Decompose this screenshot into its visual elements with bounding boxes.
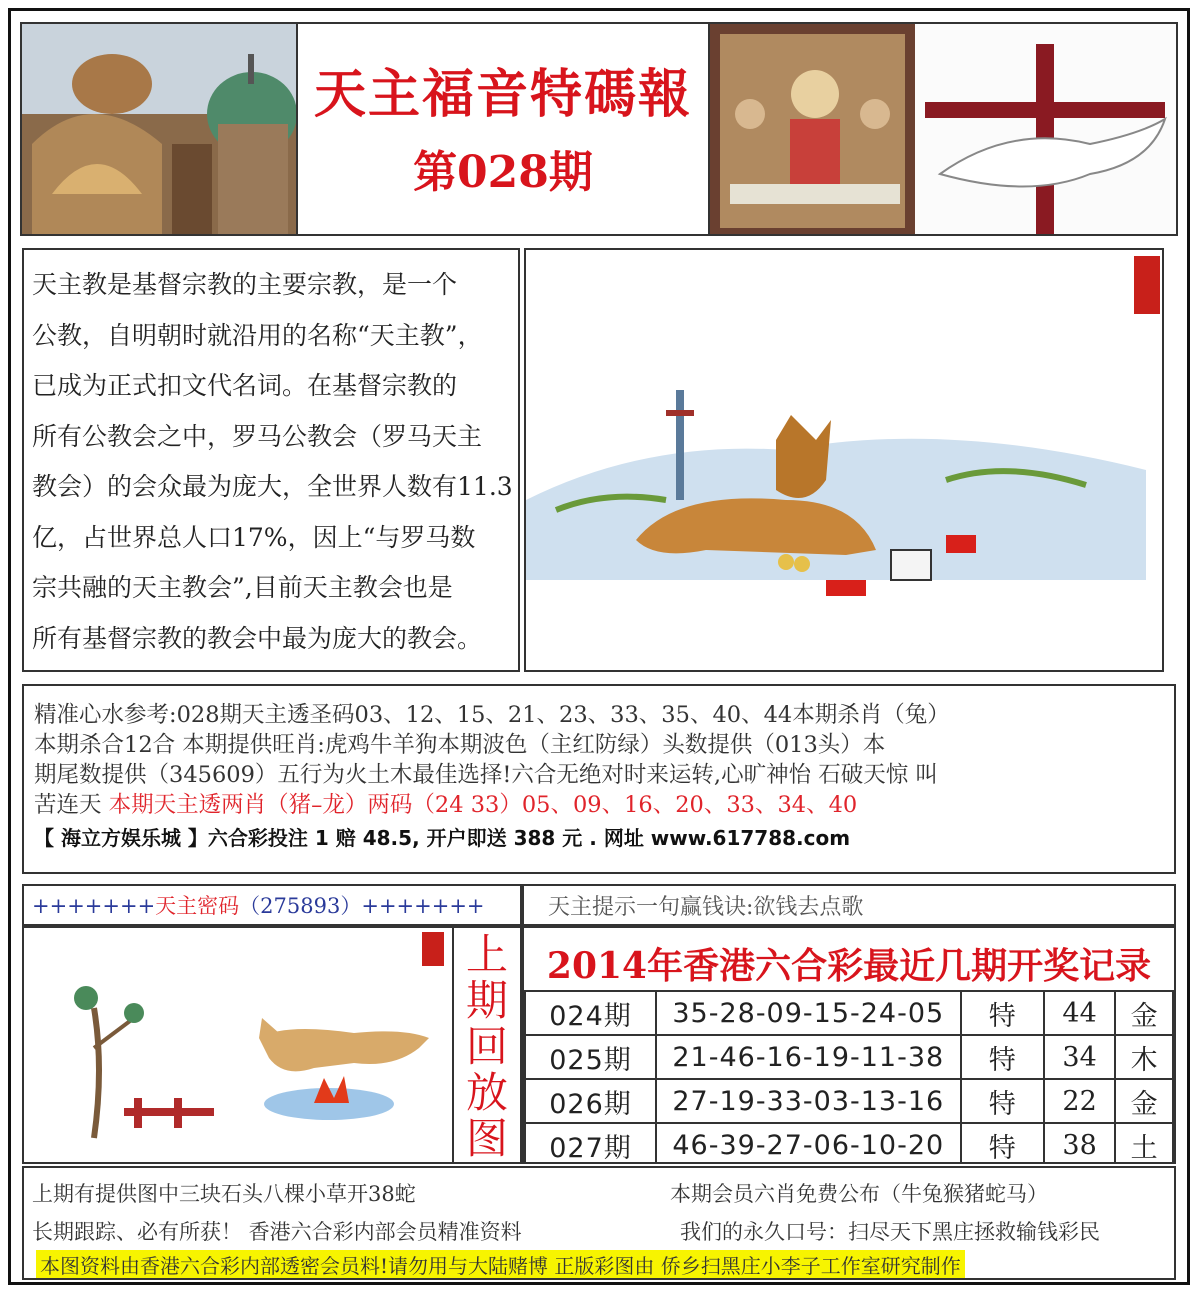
religious-image bbox=[708, 22, 1178, 236]
footer-right-1: 本期会员六肖免费公布（牛兔猴猪蛇马） bbox=[670, 1182, 1048, 1206]
record-element: 金 bbox=[1115, 1079, 1173, 1123]
intro-line: 亿，占世界总人口17%，因上“与罗马数 bbox=[32, 522, 476, 552]
footer-left-1: 上期有提供图中三块石头八棵小草开38蛇 bbox=[32, 1182, 416, 1206]
record-issue: 025期 bbox=[525, 1035, 656, 1079]
intro-line: 天主教是基督宗教的主要宗教，是一个 bbox=[32, 270, 458, 299]
records-table bbox=[524, 990, 1174, 1164]
reference-highlight: 本期天主透两肖（猪–龙）两码（24 33）05、09、16、20、33、34、40 bbox=[108, 792, 858, 818]
tip-box bbox=[522, 884, 1176, 926]
record-issue: 024期 bbox=[525, 991, 656, 1035]
footer-notice: 本图资料由香港六合彩内部透密会员料!请勿用与大陆赌博 正版彩图由 侨乡扫黑庄小李子工作室研究制作 bbox=[36, 1250, 965, 1279]
record-element: 木 bbox=[1115, 1035, 1173, 1079]
record-te: 特 bbox=[961, 1035, 1044, 1079]
reference-box bbox=[22, 684, 1176, 874]
church-image bbox=[20, 22, 298, 236]
record-element: 金 bbox=[1115, 991, 1173, 1035]
record-numbers: 46-39-27-06-10-20 bbox=[656, 1123, 961, 1164]
intro-line: 宗共融的天主教会”,目前天主教会也是 bbox=[32, 573, 453, 602]
intro-line: 已成为正式扣文代名词。在基督宗教的 bbox=[32, 371, 458, 400]
horse-illustration bbox=[22, 926, 454, 1164]
table-row bbox=[525, 1123, 1173, 1164]
replay-char: 图 bbox=[465, 1114, 508, 1163]
masthead-title: 天主福音特碼報 bbox=[313, 64, 692, 125]
replay-label-box bbox=[454, 926, 522, 1164]
record-special: 38 bbox=[1044, 1123, 1116, 1164]
record-te: 特 bbox=[961, 1123, 1044, 1164]
record-special: 22 bbox=[1044, 1079, 1116, 1123]
reference-line-4 bbox=[34, 790, 1174, 820]
reference-line-2: 本期杀合12合 本期提供旺肖:虎鸡牛羊狗本期波色（主红防绿）头数提供（013头）本 bbox=[34, 732, 886, 758]
footer-left-2: 长期跟踪、必有所获！ 香港六合彩内部会员精准资料 bbox=[32, 1220, 522, 1244]
intro-line: 所有基督宗教的教会中最为庞大的教会。 bbox=[32, 623, 483, 653]
record-numbers: 35-28-09-15-24-05 bbox=[656, 991, 961, 1035]
intro-text-box bbox=[22, 248, 520, 672]
secret-code-box bbox=[22, 884, 522, 926]
secret-suffix: +++++++ bbox=[361, 894, 485, 918]
dog-illustration bbox=[524, 248, 1164, 672]
issue-number: 第028期 bbox=[413, 147, 593, 198]
tip-text: 天主提示一句赢钱诀:欲钱去点歌 bbox=[548, 895, 864, 920]
table-row bbox=[525, 991, 1173, 1035]
record-issue: 026期 bbox=[525, 1079, 656, 1123]
replay-char: 放 bbox=[465, 1068, 508, 1117]
record-te: 特 bbox=[961, 1079, 1044, 1123]
record-numbers: 21-46-16-19-11-38 bbox=[656, 1035, 961, 1079]
footer-box bbox=[22, 1166, 1176, 1280]
title-box bbox=[298, 22, 708, 236]
secret-code: （275893） bbox=[239, 894, 362, 918]
records-title: 2014年香港六合彩最近几期开奖记录 bbox=[546, 945, 1152, 987]
draw-records-box bbox=[522, 926, 1176, 1164]
secret-prefix: +++++++ bbox=[32, 894, 156, 918]
secret-label: 天主密码 bbox=[155, 894, 240, 918]
record-special: 44 bbox=[1044, 991, 1116, 1035]
replay-char: 期 bbox=[465, 976, 508, 1025]
intro-line: 教会）的会众最为庞大，全世界人数有11.3 bbox=[32, 472, 513, 501]
intro-line: 公教，自明朝时就沿用的名称“天主教”， bbox=[32, 320, 483, 350]
replay-char: 回 bbox=[465, 1022, 508, 1071]
table-row bbox=[525, 1079, 1173, 1123]
record-te: 特 bbox=[961, 991, 1044, 1035]
promo-line: 【 海立方娱乐城 】六合彩投注 1 赔 48.5, 开户即送 388 元 . 网址 www.617788.com bbox=[34, 826, 851, 850]
intro-line: 所有公教会之中，罗马公教会（罗马天主 bbox=[32, 421, 483, 451]
record-numbers: 27-19-33-03-13-16 bbox=[656, 1079, 961, 1123]
record-element: 土 bbox=[1115, 1123, 1173, 1164]
table-row bbox=[525, 1035, 1173, 1079]
reference-line-1: 精准心水参考:028期天主透圣码03、12、15、21、23、33、35、40、44本期杀肖（兔） bbox=[34, 702, 950, 728]
reference-line-3: 期尾数提供（345609）五行为火土木最佳选择!六合无绝对时来运转,心旷神怡 石破天惊 叫 bbox=[34, 762, 938, 788]
record-special: 34 bbox=[1044, 1035, 1116, 1079]
replay-char: 上 bbox=[465, 930, 508, 979]
footer-right-2: 我们的永久口号：扫尽天下黑庄拯救输钱彩民 bbox=[680, 1220, 1100, 1244]
record-issue: 027期 bbox=[525, 1123, 656, 1164]
reference-line-4-plain: 苦连天 bbox=[34, 792, 109, 818]
